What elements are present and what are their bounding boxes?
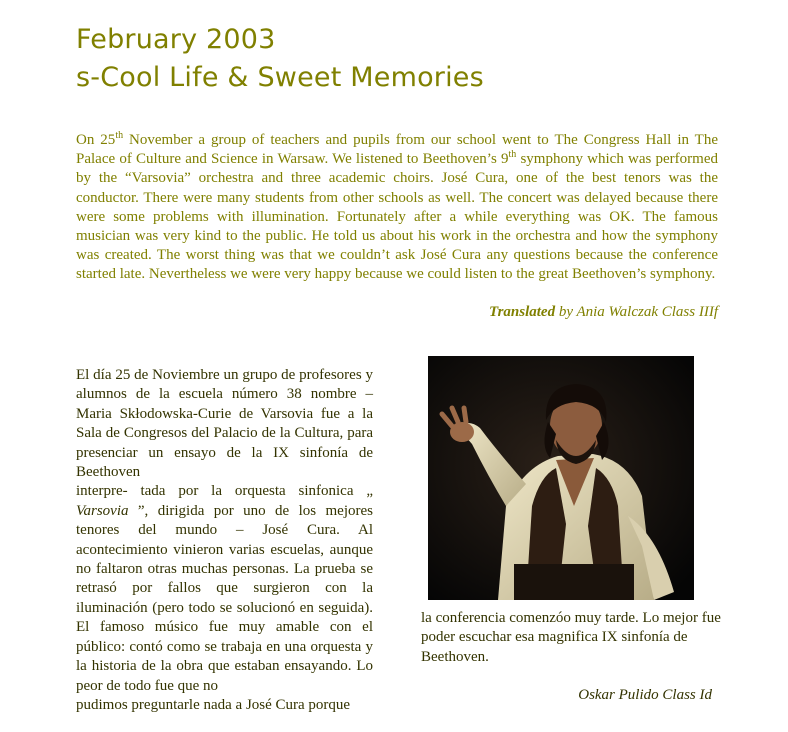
english-text-a: On 25	[76, 132, 116, 148]
english-ordinal-1: th	[115, 130, 124, 141]
tenor-photo	[428, 356, 694, 600]
page-title-date: February 2003	[76, 24, 276, 55]
english-article	[76, 131, 718, 285]
english-text-b: November a group of teachers and pupils from our school went to The Congress Hall in The Palace of Culture and Science in Warsaw. We listened to Beethoven’s 9	[76, 132, 719, 168]
translated-label: Translated	[488, 304, 556, 320]
translator-name: by Ania Walczak Class IIIf	[555, 304, 718, 320]
spanish-text-interpre-line: interpre- tada por la orquesta sinfonica „	[76, 483, 373, 500]
spanish-article	[76, 366, 373, 715]
english-text-c: symphony which was performed by the “Varsovia” orchestra and three academic choirs. José Cura, one of the best tenors was the conductor. There were many students from other schools as well. The concert was delayed because there were some problems with illumination. Fortunately after a while everything was OK. The famous musician was very kind to the public. He told us about his work in the orchestra and how the symphony was created. The worst thing was that we couldn’t ask José Cura any questions because the conference started late. Nevertheless we were very happy because we could listen to the great Beethoven’s symphony.	[76, 151, 718, 283]
spanish-text-part2: ”, dirigida por uno de los mejores tenores del mundo – José Cura. Al acontecimiento vinieron varias escuelas, aunque no faltaron otras muchas personas. La prueba se retrasó por fallos que surgieron con la iluminación (pero todo se solucionó en seguida). El famoso músico fue muy amable con el público: contó como se trabaja en una orquesta y la historia de la obra que estaban ensayando. Lo peor de todo fue que no	[76, 502, 373, 694]
spanish-article-continued: la conferencia comenzóo muy tarde. Lo mejor fue poder escuchar esa magnifica IX sinfonía de Beethoven.	[421, 610, 721, 665]
spanish-text-varsovia: Varsovia	[76, 502, 129, 519]
english-ordinal-2: th	[508, 149, 517, 161]
spanish-text-part1: El día 25 de Noviembre un grupo de profesores y alumnos de la escuela número 38 nombre – Maria Skłodowska-Curie de Varsovia fue a la Sala de Congresos del Palacio de la Cultura, para presenciar un ensayo de la IX sinfonía de Beethoven	[76, 367, 373, 481]
spanish-text-tail: pudimos preguntarle nada a José Cura porque	[76, 696, 351, 713]
tenor-photo-illustration	[428, 356, 694, 600]
translation-credit	[489, 304, 718, 321]
page-title-subtitle: s-Cool Life & Sweet Memories	[76, 62, 484, 93]
spanish-signature: Oskar Pulido Class Id	[578, 687, 712, 703]
